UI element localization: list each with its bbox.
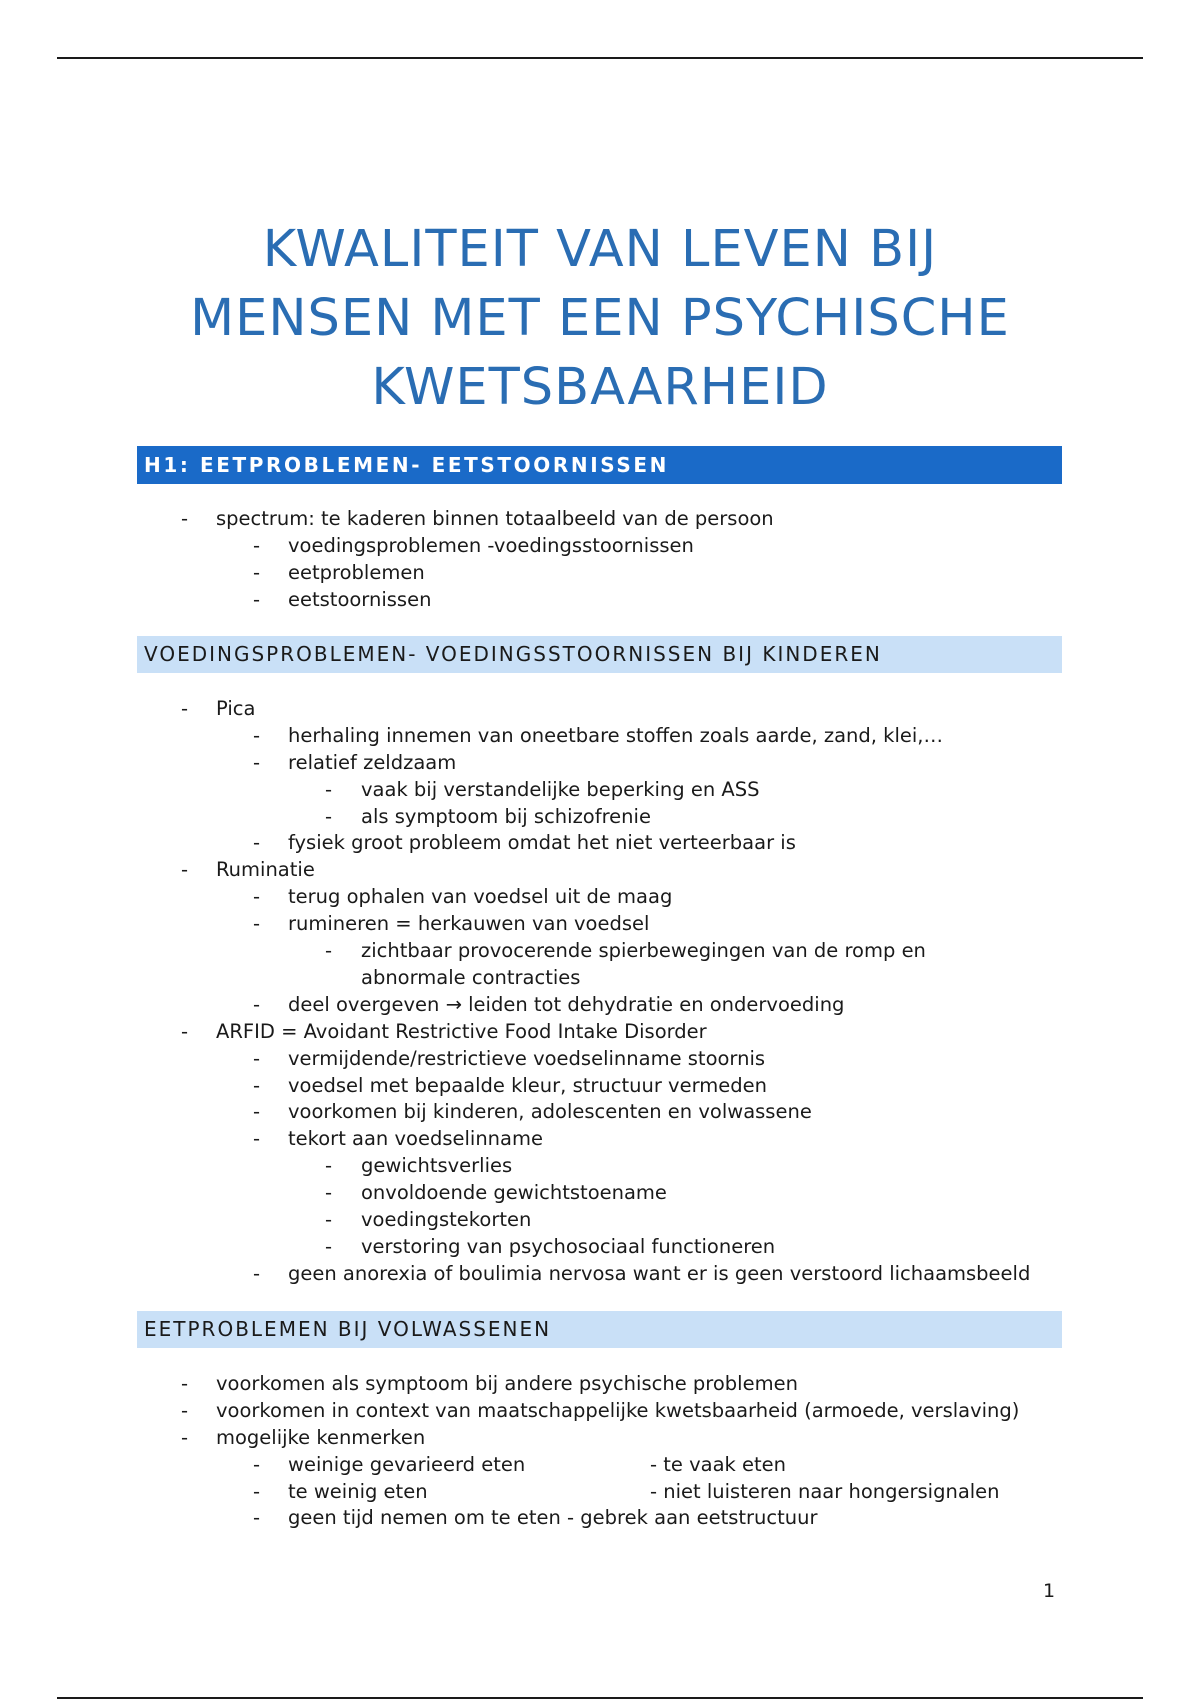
list-item: - eetstoornissen <box>0 587 1200 614</box>
chapter-heading: H1: EETPROBLEMEN- EETSTOORNISSEN <box>137 446 1062 484</box>
bottom-rule <box>57 1697 1143 1699</box>
list-item: - voorkomen bij kinderen, adolescenten en volwassene <box>0 1099 1200 1126</box>
list-item: - Pica <box>0 696 1200 723</box>
bullet-dash: - <box>325 1207 333 1231</box>
adults-list <box>0 1371 1200 1532</box>
bullet-dash: - <box>325 1181 333 1205</box>
list-item: - voedingstekorten <box>0 1207 1200 1234</box>
bullet-dash: - <box>181 1372 189 1395</box>
section-heading-adults: EETPROBLEMEN BIJ VOLWASSENEN <box>137 1311 1062 1348</box>
list-item: - relatief zeldzaam <box>0 750 1200 777</box>
section-heading-children: VOEDINGSPROBLEMEN- VOEDINGSSTOORNISSEN BIJ KINDEREN <box>137 636 1062 673</box>
bullet-dash: - <box>181 507 189 530</box>
bullet-dash: - <box>253 992 261 1016</box>
second-column-text: - niet luisteren naar hongersignalen <box>650 1479 1000 1503</box>
bullet-dash: - <box>253 885 261 909</box>
bullet-dash: - <box>181 1425 189 1449</box>
list-item: - voorkomen als symptoom bij andere psychische problemen <box>0 1371 1200 1398</box>
top-rule <box>57 57 1143 59</box>
list-item: - gewichtsverlies <box>0 1153 1200 1180</box>
list-item: - geen anorexia of boulimia nervosa want er is geen verstoord lichaamsbeeld <box>0 1261 1200 1288</box>
bullet-dash: - <box>253 912 261 936</box>
bullet-dash: - <box>325 1234 333 1258</box>
list-item: - voedsel met bepaalde kleur, structuur vermeden <box>0 1073 1200 1100</box>
list-item: - tekort aan voedselinname <box>0 1126 1200 1153</box>
list-item: - eetproblemen <box>0 560 1200 587</box>
bullet-dash: - <box>181 697 189 720</box>
list-item: - voedingsproblemen -voedingsstoornissen <box>0 533 1200 560</box>
list-item: - onvoldoende gewichtstoename <box>0 1180 1200 1207</box>
title-line: MENSEN MET EEN PSYCHISCHE <box>190 289 1010 348</box>
page-number: 1 <box>1043 1580 1056 1602</box>
bullet-dash: - <box>253 1452 261 1476</box>
list-item: - geen tijd nemen om te eten - gebrek aan eetstructuur <box>0 1505 1200 1532</box>
list-item: - zichtbaar provocerende spierbewegingen van de romp en abnormale contracties <box>325 939 926 989</box>
list-item: - deel overgeven → leiden tot dehydratie en ondervoeding <box>0 992 1200 1019</box>
bullet-dash: - <box>325 804 333 828</box>
second-column-text: - te vaak eten <box>650 1452 787 1476</box>
list-item: - voorkomen in context van maatschappelijke kwetsbaarheid (armoede, verslaving) <box>0 1398 1200 1425</box>
list-item: - terug ophalen van voedsel uit de maag <box>0 884 1200 911</box>
bullet-dash: - <box>253 1261 261 1285</box>
bullet-dash: - <box>253 1127 261 1151</box>
list-item: - herhaling innemen van oneetbare stoffen zoals aarde, zand, klei,… <box>0 723 1200 750</box>
bullet-dash: - <box>253 1073 261 1097</box>
bullet-dash: - <box>325 1154 333 1178</box>
title-line: KWETSBAARHEID <box>371 358 829 417</box>
bullet-dash: - <box>181 1398 189 1422</box>
list-item: - rumineren = herkauwen van voedsel <box>0 911 1200 938</box>
document-title <box>137 215 1063 422</box>
list-item: - verstoring van psychosociaal functioneren <box>0 1234 1200 1261</box>
list-item: - mogelijke kenmerken <box>0 1425 1200 1452</box>
bullet-dash: - <box>253 587 261 611</box>
bullet-dash: - <box>253 750 261 774</box>
list-item: - als symptoom bij schizofrenie <box>0 804 1200 831</box>
list-item: - vaak bij verstandelijke beperking en ASS <box>0 777 1200 804</box>
list-item: - te weinig eten - niet luisteren naar hongersignalen <box>0 1479 1200 1506</box>
bullet-dash: - <box>253 560 261 584</box>
bullet-dash: - <box>253 1100 261 1124</box>
bullet-dash: - <box>181 858 189 882</box>
intro-list <box>0 506 1200 614</box>
bullet-dash: - <box>253 1046 261 1070</box>
bullet-dash: - <box>181 1019 189 1043</box>
children-list <box>0 696 1200 1288</box>
bullet-dash: - <box>325 777 333 801</box>
bullet-dash: - <box>253 831 261 855</box>
list-item: - ARFID = Avoidant Restrictive Food Intake Disorder <box>0 1019 1200 1046</box>
list-item: - vermijdende/restrictieve voedselinname stoornis <box>0 1046 1200 1073</box>
bullet-dash: - <box>325 939 333 963</box>
list-item: - spectrum: te kaderen binnen totaalbeeld van de persoon <box>0 506 1200 533</box>
title-line: KWALITEIT VAN LEVEN BIJ <box>262 220 938 279</box>
bullet-dash: - <box>253 1506 261 1530</box>
list-item: - weinige gevarieerd eten - te vaak eten <box>0 1452 1200 1479</box>
bullet-dash: - <box>253 533 261 557</box>
bullet-dash: - <box>253 723 261 747</box>
bullet-dash: - <box>253 1479 261 1503</box>
list-item: - Ruminatie <box>0 857 1200 884</box>
list-item: - fysiek groot probleem omdat het niet verteerbaar is <box>0 830 1200 857</box>
